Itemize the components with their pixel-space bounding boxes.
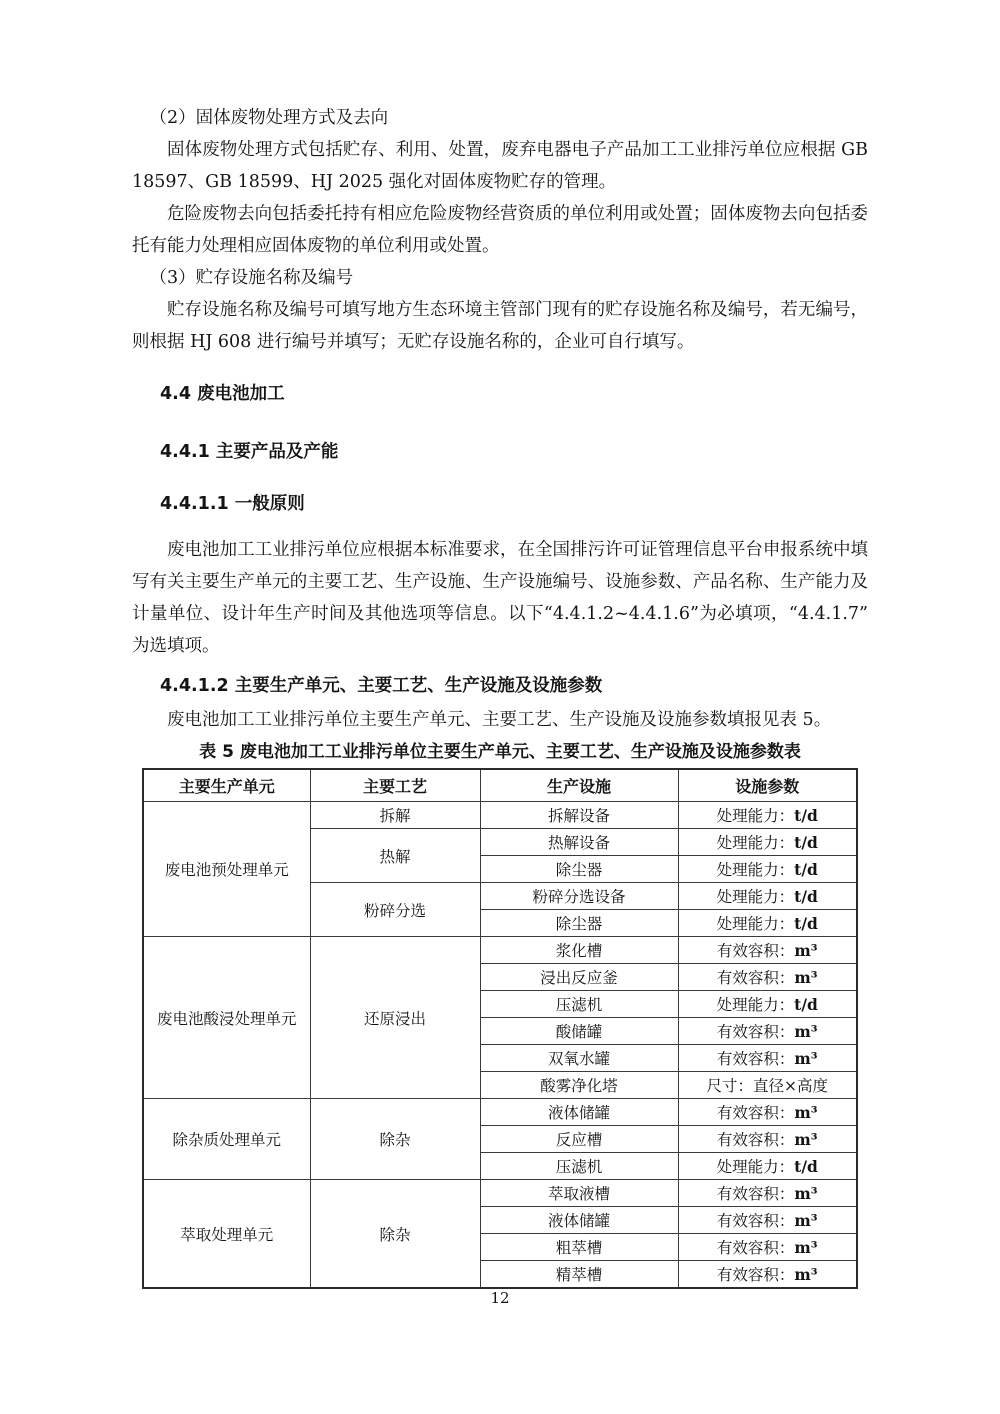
parameter-value: m³ [794,1238,818,1257]
main-process-cell: 热解 [310,829,480,883]
parameter-label: 有效容积： [716,1239,795,1257]
production-facility-cell: 除尘器 [480,856,678,883]
production-facility-cell: 精萃槽 [480,1261,678,1289]
parameter-value: m³ [794,968,818,987]
item-heading-2: （2）固体废物处理方式及去向 [149,108,389,128]
facility-parameter-cell [678,802,857,829]
production-unit-cell: 废电池预处理单元 [143,802,310,937]
production-facility-cell: 压滤机 [480,991,678,1018]
paragraph-table5-reference: 废电池加工工业排污单位主要生产单元、主要工艺、生产设施及设施参数填报见表 5。 [167,710,832,730]
heading-4-4-1-2: 4.4.1.2 主要生产单元、主要工艺、生产设施及设施参数 [160,676,603,696]
production-facility-cell: 酸储罐 [480,1018,678,1045]
production-unit-cell: 废电池酸浸处理单元 [143,937,310,1099]
parameter-label: 处理能力： [716,861,795,879]
paragraph-solid-waste-handling: 固体废物处理方式包括贮存、利用、处置，废弃电器电子产品加工工业排污单位应根据 GB 18597、GB 18599、HJ 2025 强化对固体废物贮存的管理。 [132,140,868,192]
facility-parameter-cell [678,910,857,937]
main-process-cell: 还原浸出 [310,937,480,1099]
facility-parameter-cell [678,1126,857,1153]
production-facility-cell: 萃取液槽 [480,1180,678,1207]
facility-parameter-cell [678,856,857,883]
facility-parameter-cell [678,937,857,964]
parameter-label: 处理能力： [716,807,795,825]
parameter-value: m³ [794,1022,818,1041]
parameter-value: t/d [794,806,818,825]
parameter-label: 处理能力： [716,888,795,906]
production-facility-cell: 反应槽 [480,1126,678,1153]
parameter-label: 有效容积： [716,1131,795,1149]
parameter-label: 有效容积： [716,1185,795,1203]
production-facility-cell: 酸雾净化塔 [480,1072,678,1099]
table-row [143,1180,857,1207]
column-header-main-process: 主要工艺 [310,769,480,802]
parameter-value: t/d [794,887,818,906]
facility-parameter-cell [678,1153,857,1180]
main-process-cell: 除杂 [310,1180,480,1289]
facility-parameter-cell [678,1261,857,1289]
parameter-value: m³ [794,1265,818,1284]
facility-parameter-cell [678,964,857,991]
facility-parameter-cell [678,1018,857,1045]
parameter-label: 处理能力： [716,834,795,852]
parameter-value: m³ [794,1049,818,1068]
parameter-label: 处理能力： [716,996,795,1014]
table-row [143,769,857,802]
parameter-label: 有效容积： [716,969,795,987]
parameter-value: m³ [794,1184,818,1203]
parameter-value: 直径×高度 [753,1077,828,1095]
parameter-label: 有效容积： [716,1104,795,1122]
heading-4-4-1: 4.4.1 主要产品及产能 [160,442,339,462]
column-header-production-unit: 主要生产单元 [143,769,310,802]
facility-parameter-cell [678,1207,857,1234]
parameter-label: 有效容积： [716,1266,795,1284]
parameter-value: t/d [794,995,818,1014]
facility-parameter-cell [678,1099,857,1126]
facility-parameter-cell [678,1072,857,1099]
heading-4-4: 4.4 废电池加工 [160,384,285,404]
table-row [143,1099,857,1126]
parameter-value: m³ [794,1211,818,1230]
table-body [143,802,857,1289]
production-facility-cell: 液体储罐 [480,1099,678,1126]
facility-parameter-cell [678,1180,857,1207]
parameter-label: 有效容积： [716,1050,795,1068]
table-header-row [143,769,857,802]
table-row [143,802,857,829]
column-header-facility-parameter: 设施参数 [678,769,857,802]
paragraph-storage-facility-naming: 贮存设施名称及编号可填写地方生态环境主管部门现有的贮存设施名称及编号，若无编号，则根据 HJ 608 进行编号并填写；无贮存设施名称的，企业可自行填写。 [132,300,868,352]
parameter-value: m³ [794,1130,818,1149]
production-facility-cell: 浸出反应釜 [480,964,678,991]
column-header-production-facility: 生产设施 [480,769,678,802]
table5-title: 表 5 废电池加工工业排污单位主要生产单元、主要工艺、生产设施及设施参数表 [199,742,801,762]
table5-production-units [142,768,858,1289]
facility-parameter-cell [678,829,857,856]
production-facility-cell: 双氧水罐 [480,1045,678,1072]
production-facility-cell: 粉碎分选设备 [480,883,678,910]
production-facility-cell: 拆解设备 [480,802,678,829]
parameter-value: t/d [794,914,818,933]
parameter-value: m³ [794,1103,818,1122]
facility-parameter-cell [678,991,857,1018]
page-number: 12 [490,1289,510,1307]
parameter-value: m³ [794,941,818,960]
facility-parameter-cell [678,883,857,910]
parameter-label: 处理能力： [716,1158,795,1176]
heading-4-4-1-1: 4.4.1.1 一般原则 [160,494,305,514]
production-facility-cell: 压滤机 [480,1153,678,1180]
production-facility-cell: 液体储罐 [480,1207,678,1234]
parameter-label: 有效容积： [716,1023,795,1041]
facility-parameter-cell [678,1234,857,1261]
parameter-label: 有效容积： [716,1212,795,1230]
production-facility-cell: 粗萃槽 [480,1234,678,1261]
paragraph-hazardous-waste-destination: 危险废物去向包括委托持有相应危险废物经营资质的单位利用或处置；固体废物去向包括委托有能力处理相应固体废物的单位利用或处置。 [132,204,868,256]
parameter-value: t/d [794,833,818,852]
production-unit-cell: 除杂质处理单元 [143,1099,310,1180]
production-facility-cell: 浆化槽 [480,937,678,964]
production-facility-cell: 除尘器 [480,910,678,937]
facility-parameter-cell [678,1045,857,1072]
production-unit-cell: 萃取处理单元 [143,1180,310,1289]
main-process-cell: 拆解 [310,802,480,829]
table-row [143,937,857,964]
parameter-value: t/d [794,860,818,879]
page-content [132,0,868,1289]
parameter-label: 尺寸： [706,1077,753,1095]
production-facility-cell: 热解设备 [480,829,678,856]
paragraph-general-principles: 废电池加工工业排污单位应根据本标准要求，在全国排污许可证管理信息平台申报系统中填写有关主要生产单元的主要工艺、生产设施、生产设施编号、设施参数、产品名称、生产能力及计量单位、设计年生产时间及其他选项等信息。以下“4.4.1.2~4.4.1.6”为必填项，“4.4.1.7”为选填项。 [132,540,868,656]
parameter-label: 处理能力： [716,915,795,933]
item-heading-3: （3）贮存设施名称及编号 [149,268,354,288]
main-process-cell: 粉碎分选 [310,883,480,937]
parameter-label: 有效容积： [716,942,795,960]
main-process-cell: 除杂 [310,1099,480,1180]
parameter-value: t/d [794,1157,818,1176]
